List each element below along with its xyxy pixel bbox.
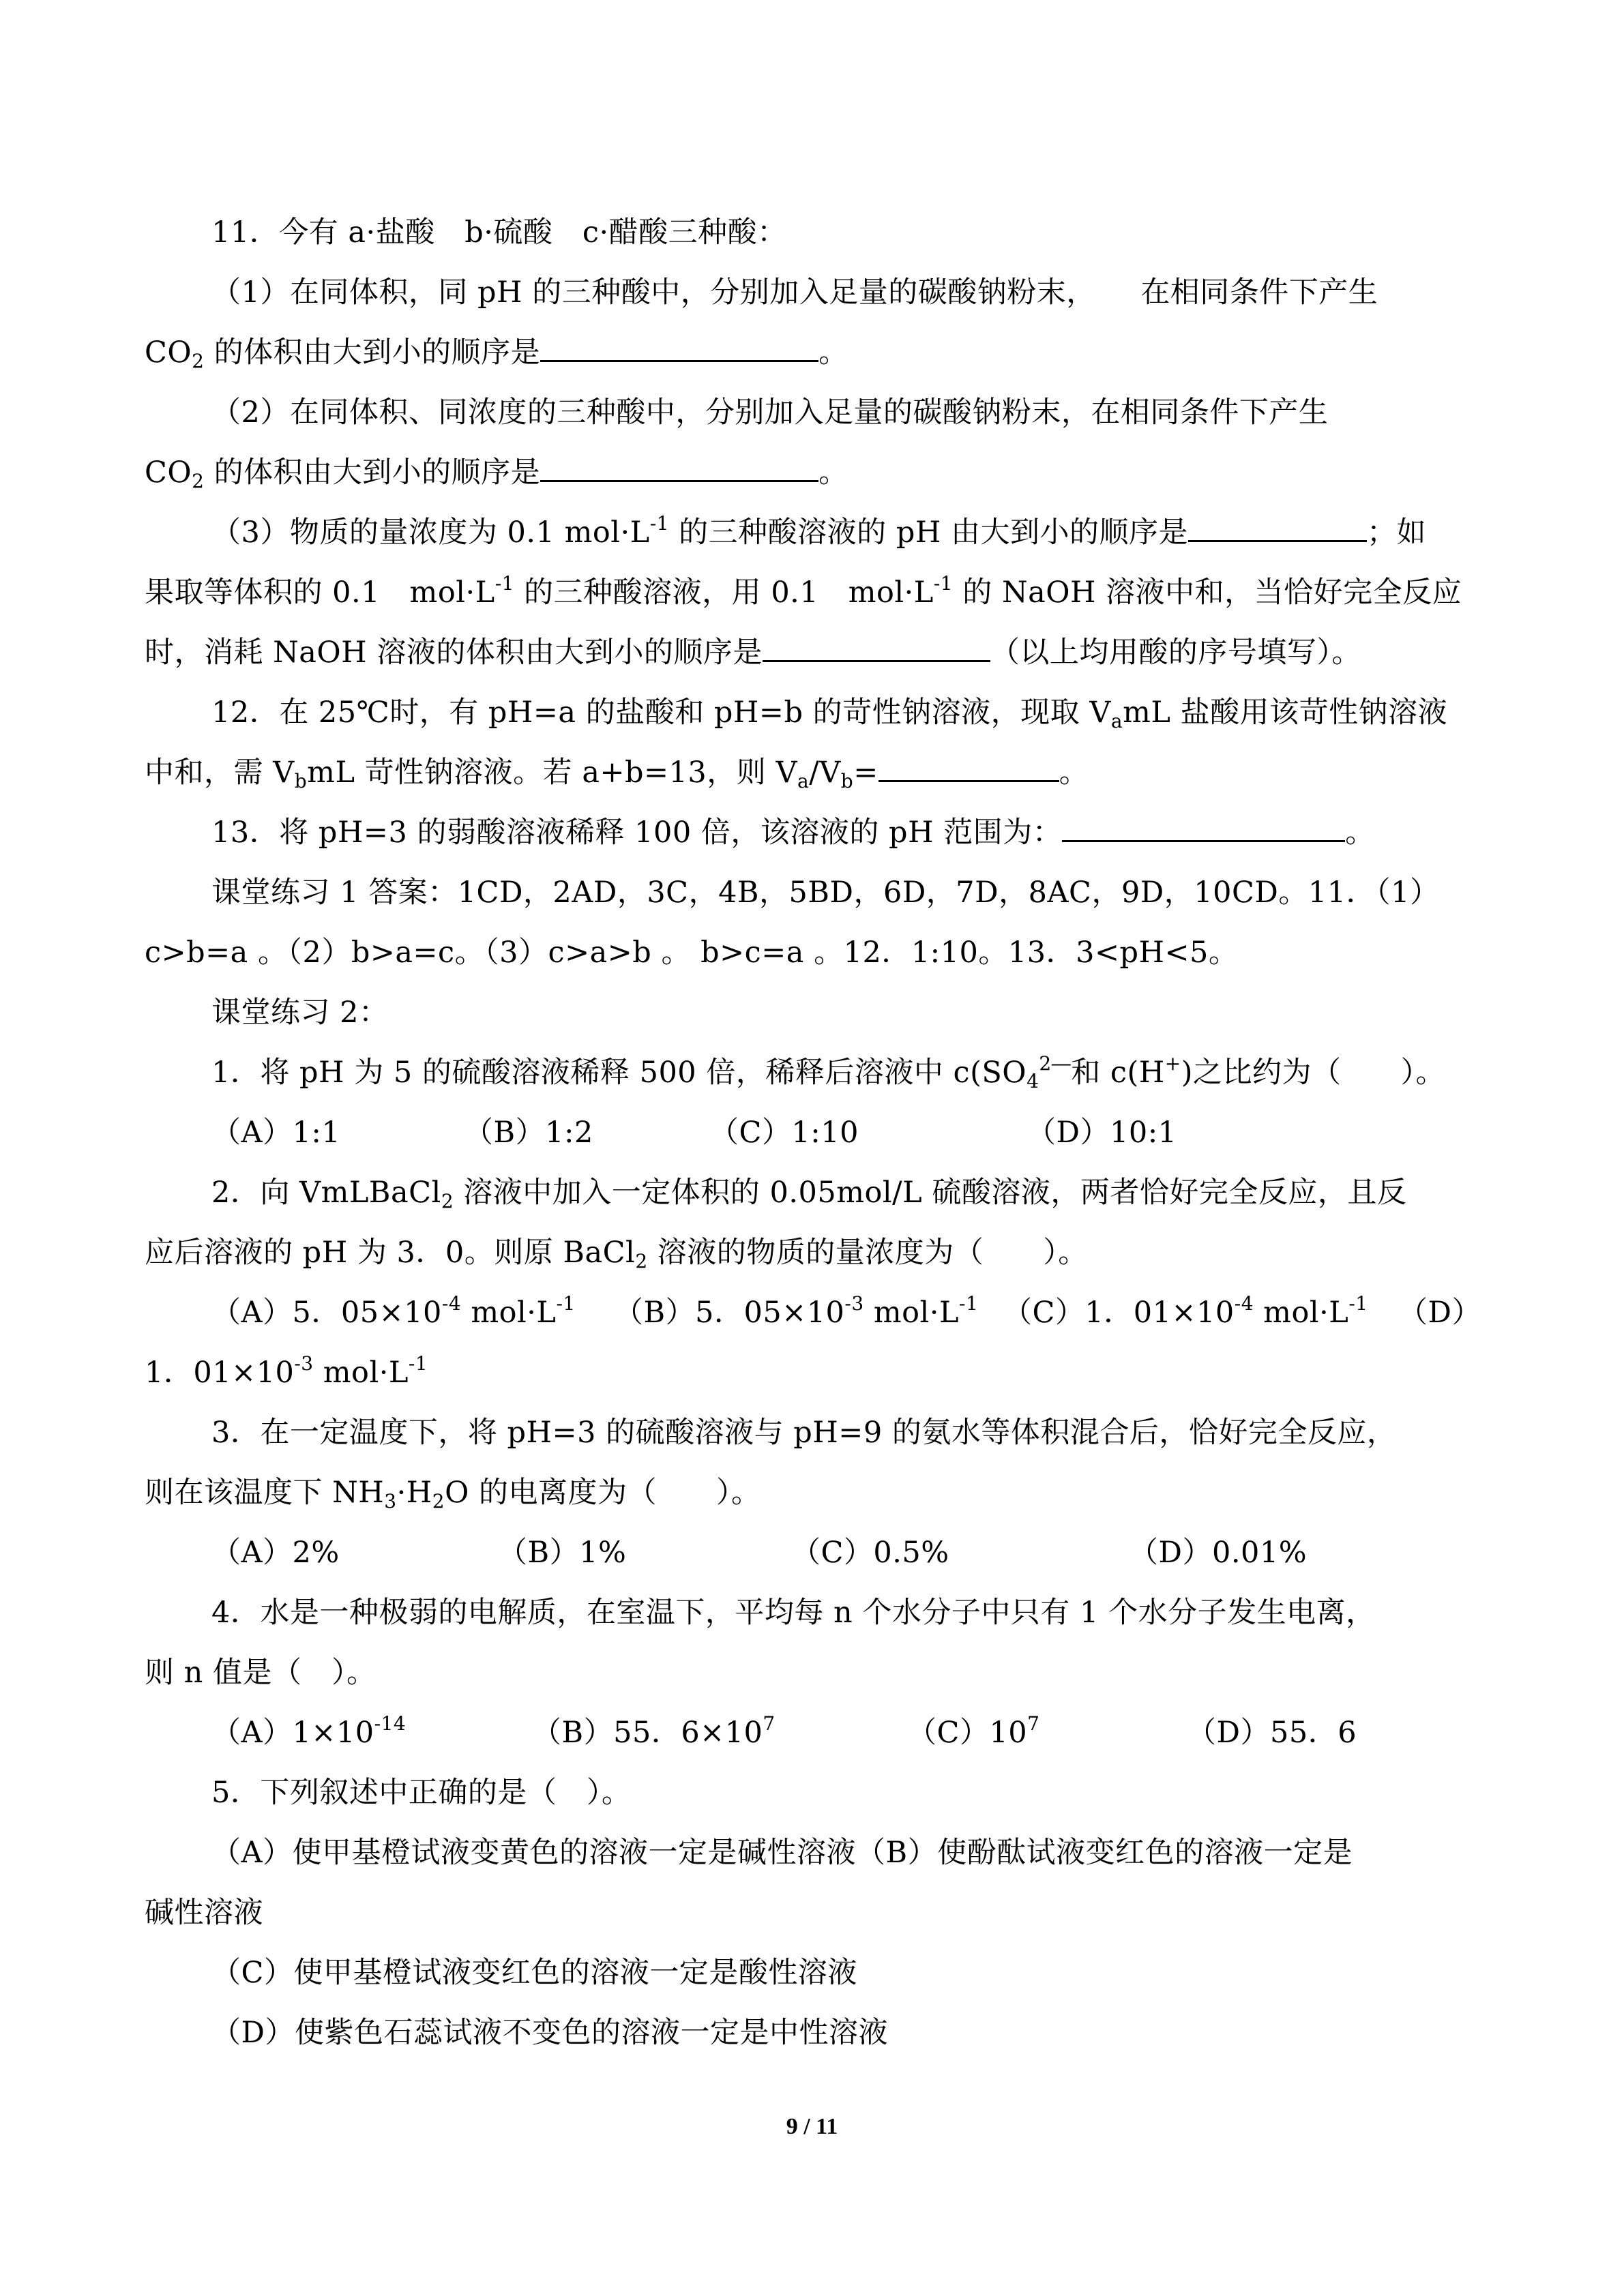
q11-part1-line2: $CO_2$ 的体积由大到小的顺序是 。 <box>145 333 848 372</box>
option-a: $(A)1\times 10^{-14}$ <box>211 1712 407 1750</box>
answer-blank[interactable] <box>1062 813 1345 842</box>
q13-line: 13．将 pH=3 的弱酸溶液稀释 100 倍，该溶液的 pH 范围为： 。 <box>211 813 1375 852</box>
option-d-label: （D） <box>1398 1296 1481 1330</box>
option-b: （B）5．$05\times 10^{-3}$ $mol\cdot L^{-1}$ <box>614 1292 979 1330</box>
answer-blank[interactable] <box>540 453 818 482</box>
p2q2-line1: 2．向 VmLBaCl$_2$ 溶液中加入一定体积的 0.05mol/L 硫酸溶液，两者恰好完全反应，且反 <box>211 1176 1407 1212</box>
option-a: （A）5．$05\times 10^{-4}$ $mol\cdot L^{-1}$ <box>211 1292 576 1330</box>
p2q2-line2: 应后溶液的 pH 为 3．0。则原 BaCl$_2$ 溶液的物质的量浓度为（ ）。 <box>145 1236 1088 1272</box>
option-a: （A）2% <box>211 1536 340 1570</box>
option-a: （A）1:1 <box>211 1116 341 1150</box>
p2q1-stem: 1．将 pH 为 5 的硫酸溶液稀释 500 倍，稀释后溶液中 $c(SO_4^{2―}$和 c(H+)之比约为（ ）。 <box>211 1052 1445 1092</box>
option-c: （C）0.5% <box>791 1536 949 1570</box>
q12-line1: 12．在 25℃时，有 pH=a 的盐酸和 pH=b 的苛性钠溶液，现取 $V_amL$ 盐酸用该苛性钠溶液 <box>211 696 1448 732</box>
p2q3-line1: 3．在一定温度下，将 pH=3 的硫酸溶液与 pH=9 的氨水等体积混合后，恰好完全反应， <box>211 1416 1397 1450</box>
option-d: （D）55．6 <box>1187 1716 1357 1750</box>
p2q5-stem: 5．下列叙述中正确的是（ ）。 <box>211 1776 632 1810</box>
q11-part2-line2: $CO_2$ 的体积由大到小的顺序是 。 <box>145 453 848 492</box>
option-c: $(C)10^7$ <box>907 1712 1040 1750</box>
answer-blank[interactable] <box>540 333 818 362</box>
p2q3-line2: 则在该温度下 $NH_3\cdot H_2O$ 的电离度为（ ）。 <box>145 1476 761 1512</box>
q11-part3-line3: 时，消耗 NaOH 溶液的体积由大到小的顺序是 （以上均用酸的序号填写）。 <box>145 633 1361 672</box>
p2q4-line1: 4．水是一种极弱的电解质，在室温下，平均每 n 个水分子中只有 1 个水分子发生电离， <box>211 1596 1376 1630</box>
option-d: （D）10:1 <box>1027 1116 1177 1150</box>
p2q5-option-c: （C）使甲基橙试液变红色的溶液一定是酸性溶液 <box>211 1956 857 1990</box>
p2q5-option-d: （D）使紫色石蕊试液不变色的溶液一定是中性溶液 <box>211 2016 888 2050</box>
answers1-line1: 课堂练习 1 答案：1CD，2AD，3C，4B，5BD，6D，7D，8AC，9D，10CD。11．（1） <box>211 876 1440 910</box>
option-d: （D）0.01% <box>1129 1536 1308 1570</box>
q11-part1-line1: （1）在同体积，同 pH 的三种酸中，分别加入足量的碳酸钠粉末， 在相同条件下产生 <box>211 275 1378 310</box>
answer-blank[interactable] <box>763 633 990 662</box>
option-b: （B）1:2 <box>464 1116 593 1150</box>
p2q2-option-d: 1．$01\times 10^{-3}$ $mol\cdot L^{-1}$ <box>145 1352 428 1390</box>
q11-part2-line1: （2）在同体积、同浓度的三种酸中，分别加入足量的碳酸钠粉末，在相同条件下产生 <box>211 396 1329 430</box>
p2q5-options-ab-cont: 碱性溶液 <box>145 1896 263 1930</box>
q11-part3-line2: 果取等体积的 0.1 $mol\cdot L^{-1}$ 的三种酸溶液，用 0.1 $mol\cdot L^{-1}$ 的 NaOH 溶液中和，当恰好完全反应 <box>145 572 1462 610</box>
page-number: 9 / 11 <box>786 2114 838 2139</box>
p2q5-options-ab: （A）使甲基橙试液变黄色的溶液一定是碱性溶液（B）使酚酞试液变红色的溶液一定是 <box>211 1836 1353 1870</box>
practice2-heading: 课堂练习 2： <box>211 996 389 1030</box>
answers1-line2: c>b=a 。（2）b>a=c。（3）c>a>b 。 b>c=a 。12．1:10。13．3<pH<5。 <box>145 936 1239 970</box>
answer-blank[interactable] <box>879 753 1059 782</box>
q11-part3-line1: （3）物质的量浓度为 0.1 $mol\cdot L^{-1}$ 的三种酸溶液的 pH 由大到小的顺序是 ；如 <box>211 512 1427 550</box>
option-c: （C）1．$01\times 10^{-4}$ $mol\cdot L^{-1}$ <box>1003 1292 1368 1330</box>
q12-line2: 中和，需 $V_bmL$ 苛性钠溶液。若 a+b=13，则 $V_a/V_b=$ 。 <box>145 753 1089 792</box>
option-b: （B）55．$6\times 10^7$ <box>532 1712 776 1750</box>
q11-stem: 11．今有 a·盐酸 b·硫酸 c·醋酸三种酸： <box>211 215 787 250</box>
answer-blank[interactable] <box>1188 513 1367 542</box>
option-c: （C）1:10 <box>709 1116 859 1150</box>
option-b: （B）1% <box>498 1536 627 1570</box>
p2q4-line2: 则 n 值是（ ）。 <box>145 1656 377 1690</box>
